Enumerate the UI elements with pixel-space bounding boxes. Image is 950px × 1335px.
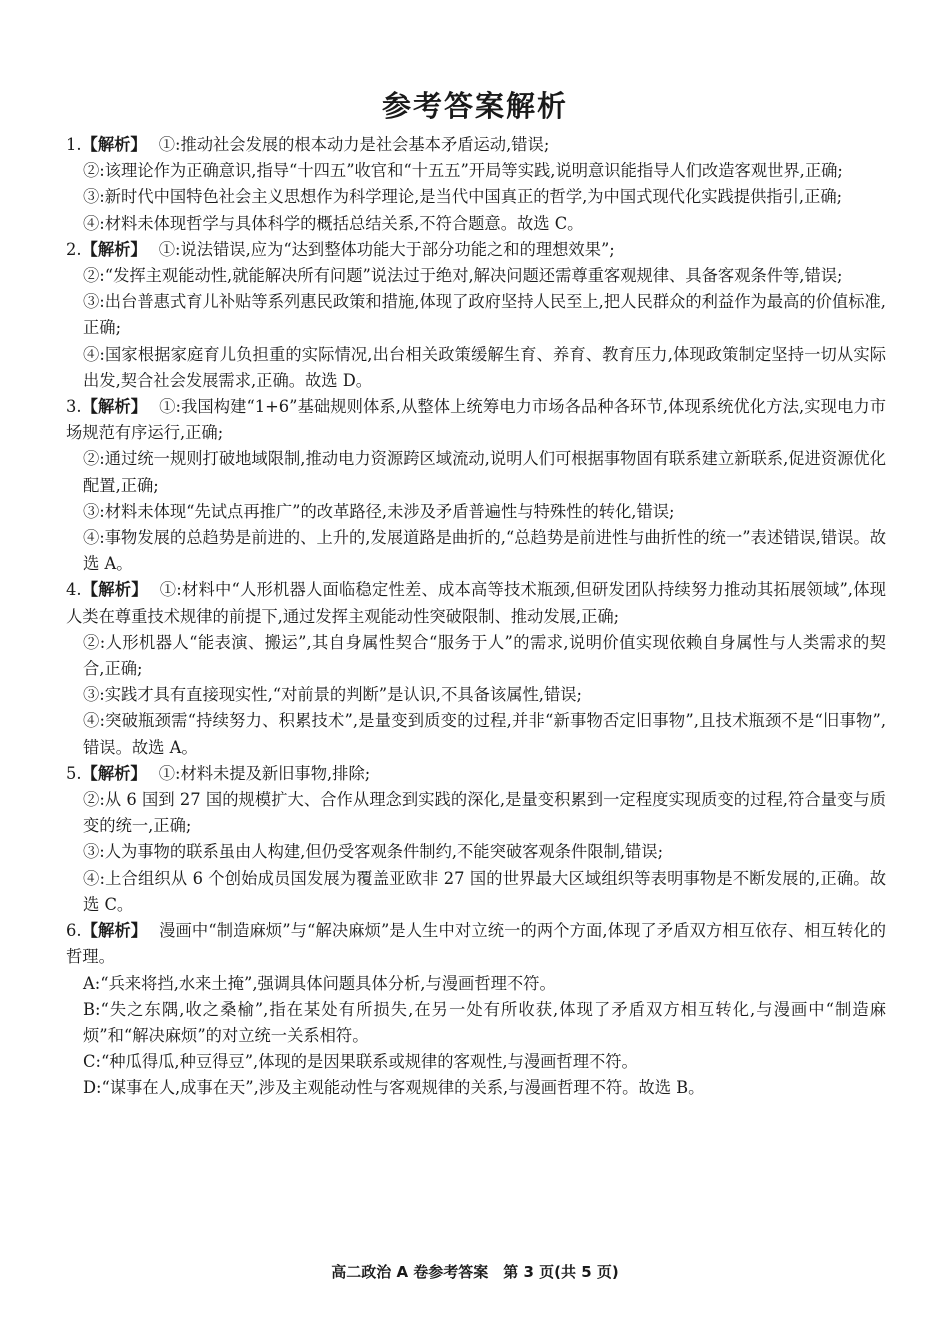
question-head [66, 132, 886, 158]
question-number: 2. [66, 239, 82, 259]
answer-line: ④:国家根据家庭育儿负担重的实际情况,出台相关政策缓解生育、养育、教育压力,体现政策制定坚持一切从实际出发,契合社会发展需求,正确。故选 D。 [83, 344, 886, 390]
answer-line: C:“种瓜得瓜,种豆得豆”,体现的是因果联系或规律的客观性,与漫画哲理不符。 [83, 1052, 638, 1072]
answer-line: 漫画中“制造麻烦”与“解决麻烦”是人生中对立统一的两个方面,体现了矛盾双方相互依存、相互转化的哲理。 [66, 921, 886, 967]
question-head [66, 761, 886, 787]
answer-line: ①:说法错误,应为“达到整体功能大于部分功能之和的理想效果”; [158, 239, 615, 259]
question-head [66, 577, 886, 629]
answer-line: ③:材料未体现“先试点再推广”的改革路径,未涉及矛盾普遍性与特殊性的转化,错误; [83, 501, 675, 521]
answer-line: ②:“发挥主观能动性,就能解决所有问题”说法过于绝对,解决问题还需尊重客观规律、具备客观条件等,错误; [83, 266, 843, 286]
question-4 [66, 577, 886, 760]
answer-line: ④:材料未体现哲学与具体科学的概括总结关系,不符合题意。故选 C。 [83, 213, 584, 233]
answer-line: D:“谋事在人,成事在天”,涉及主观能动性与客观规律的关系,与漫画哲理不符。故选 B。 [83, 1078, 705, 1098]
answer-line: ③:人为事物的联系虽由人构建,但仍受客观条件制约,不能突破客观条件限制,错误; [83, 842, 664, 862]
analysis-tag: 【解析】 [81, 239, 147, 259]
answer-line: ①:推动社会发展的根本动力是社会基本矛盾运动,错误; [158, 135, 550, 154]
question-3 [66, 394, 886, 577]
analysis-tag: 【解析】 [81, 580, 148, 600]
answer-line: B:“失之东隅,收之桑榆”,指在某处有所损失,在另一处有所收获,体现了矛盾双方相互转化,与漫画中“制造麻烦”和“解决麻烦”的对立统一关系相符。 [83, 999, 886, 1045]
question-number: 5. [66, 763, 82, 783]
question-number: 6. [66, 921, 82, 941]
answer-line: ④:事物发展的总趋势是前进的、上升的,发展道路是曲折的,“总趋势是前进性与曲折性的统一”表述错误,错误。故选 A。 [83, 528, 886, 574]
answer-line: A:“兵来将挡,水来土掩”,强调具体问题具体分析,与漫画哲理不符。 [83, 973, 556, 993]
question-6 [66, 918, 886, 1101]
answer-line: ②:从 6 国到 27 国的规模扩大、合作从理念到实践的深化,是量变积累到一定程度实现质变的过程,符合量变与质变的统一,正确; [83, 790, 886, 836]
question-number: 3. [66, 397, 82, 417]
page-footer: 高二政治 A 卷参考答案 第 3 页(共 5 页) [331, 1263, 619, 1281]
page-title: 参考答案解析 [381, 89, 568, 123]
analysis-tag: 【解析】 [81, 921, 148, 941]
answer-content [66, 132, 886, 1102]
answer-line: ③:新时代中国特色社会主义思想作为科学理论,是当代中国真正的哲学,为中国式现代化实践提供指引,正确; [83, 187, 843, 207]
answer-line: ②:通过统一规则打破地域限制,推动电力资源跨区域流动,说明人们可根据事物固有联系建立新联系,促进资源优化配置,正确; [83, 449, 886, 495]
question-2 [66, 237, 886, 394]
question-head [66, 394, 886, 446]
answer-line: ③:实践才具有直接现实性,“对前景的判断”是认识,不具备该属性,错误; [83, 685, 583, 705]
answer-line: ①:材料中“人形机器人面临稳定性差、成本高等技术瓶颈,但研发团队持续努力推动其拓展领域”,体现人类在尊重技术规律的前提下,通过发挥主观能动性突破限制、推动发展,正确; [66, 580, 886, 626]
answer-line: ①:材料未提及新旧事物,排除; [158, 763, 371, 783]
analysis-tag: 【解析】 [81, 397, 148, 417]
question-head [66, 237, 886, 263]
answer-line: ①:我国构建“1+6”基础规则体系,从整体上统筹电力市场各品种各环节,体现系统优化方法,实现电力市场规范有序运行,正确; [66, 397, 886, 443]
answer-line: ③:出台普惠式育儿补贴等系列惠民政策和措施,体现了政府坚持人民至上,把人民群众的利益作为最高的价值标准,正确; [83, 292, 886, 338]
analysis-tag: 【解析】 [81, 763, 147, 783]
question-number: 4. [66, 580, 82, 600]
question-head [66, 918, 886, 970]
question-1 [66, 132, 886, 237]
question-5 [66, 761, 886, 918]
question-number: 1. [66, 135, 82, 154]
analysis-tag: 【解析】 [81, 135, 147, 154]
answer-line: ④:突破瓶颈需“持续努力、积累技术”,是量变到质变的过程,并非“新事物否定旧事物”,且技术瓶颈不是“旧事物”,错误。故选 A。 [83, 711, 886, 757]
answer-line: ②:人形机器人“能表演、搬运”,其自身属性契合“服务于人”的需求,说明价值实现依赖自身属性与人类需求的契合,正确; [83, 632, 886, 679]
answer-line: ②:该理论作为正确意识,指导“十四五”收官和“十五五”开局等实践,说明意识能指导人们改造客观世界,正确; [83, 161, 843, 181]
answer-line: ④:上合组织从 6 个创始成员国发展为覆盖亚欧非 27 国的世界最大区域组织等表明事物是不断发展的,正确。故选 C。 [83, 868, 886, 914]
